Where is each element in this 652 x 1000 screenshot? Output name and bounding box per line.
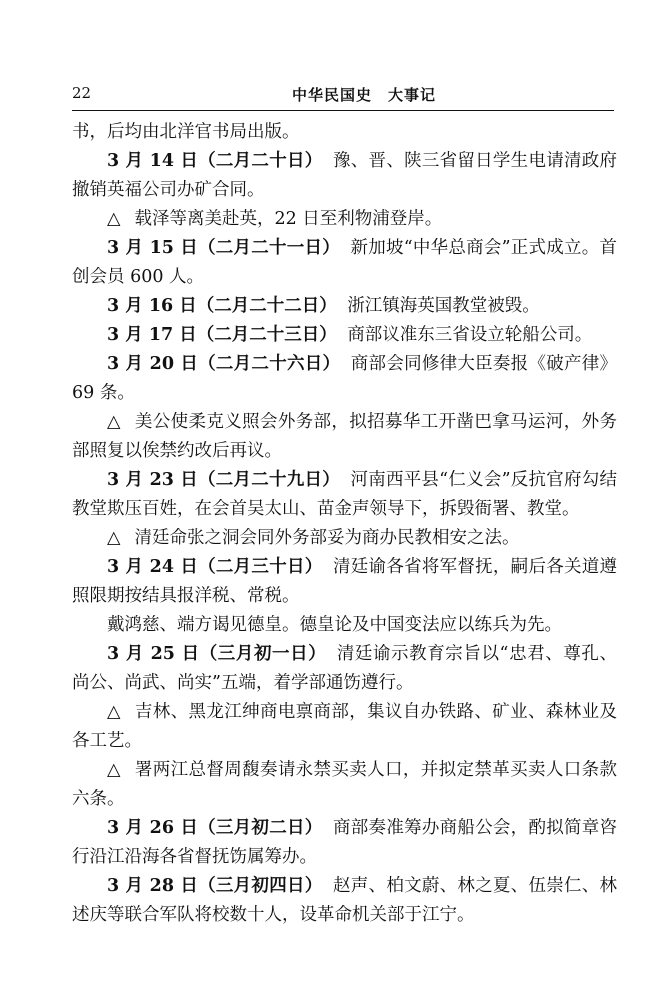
- entry-text: 商部会同修律大臣奏报《破产律》69 条。: [72, 354, 618, 403]
- entry-text: 商部奏准筹办商船公会，酌拟简章咨行沿江沿海各省督抚饬属筹办。: [72, 818, 618, 867]
- entry-text: 赵声、柏文蔚、林之夏、伍崇仁、林述庆等联合军队将校数十人，设革命机关部于江宁。: [72, 876, 618, 925]
- triangle-entry: [72, 408, 617, 466]
- triangle-entry: [72, 205, 617, 234]
- entry-text: 署两江总督周馥奏请永禁买卖人口，并拟定禁革买卖人口条款六条。: [72, 760, 618, 809]
- entry-date: 3 月 14 日（二月二十日）: [107, 151, 323, 171]
- triangle-marker: △: [107, 209, 121, 229]
- entry-text: 清廷命张之洞会同外务部妥为商办民教相安之法。: [134, 528, 520, 548]
- dated-entry: [72, 234, 617, 292]
- header-rule: [72, 110, 614, 111]
- entry-text: 商部议准东三省设立轮船公司。: [347, 325, 593, 345]
- running-title: 中华民国史 大事记: [291, 86, 436, 104]
- entry-date: 3 月 25 日（三月初一日）: [107, 644, 327, 664]
- dated-entry: [72, 640, 617, 698]
- triangle-marker: △: [107, 702, 121, 722]
- entry-text: 书，后均由北洋官书局出版。: [72, 122, 300, 142]
- entry-continuation: [72, 118, 617, 147]
- entry-date: 3 月 20 日（二月二十六日）: [107, 354, 341, 374]
- page-header: [72, 84, 614, 108]
- entry-date: 3 月 24 日（二月三十日）: [107, 557, 323, 577]
- entry-text: 清廷谕各省将军督抚，嗣后各关道遵照限期按结具报洋税、常税。: [72, 557, 618, 606]
- entry-text: 清廷谕示教育宗旨以“忠君、尊孔、尚公、尚武、尚实”五端，着学部通饬遵行。: [72, 644, 617, 693]
- entry-text: 美公使柔克义照会外务部，拟招募华工开凿巴拿马运河，外务部照复以俟禁约改后再议。: [72, 412, 618, 461]
- dated-entry: [72, 466, 617, 524]
- triangle-entry: [72, 698, 617, 756]
- dated-entry: [72, 350, 617, 408]
- entry-text: 河南西平县“仁义会”反抗官府勾结教堂欺压百姓，在会首吴太山、苗金声领导下，拆毁衙署、教堂。: [72, 470, 617, 519]
- entry-text: 载泽等离美赴英，22 日至利物浦登岸。: [134, 209, 443, 229]
- dated-entry: [72, 321, 617, 350]
- chronology-body: [72, 118, 617, 930]
- triangle-entry: [72, 756, 617, 814]
- entry-date: 3 月 28 日（三月初四日）: [107, 876, 323, 896]
- triangle-marker: △: [107, 412, 121, 432]
- entry-date: 3 月 15 日（二月二十一日）: [107, 238, 340, 258]
- entry-text: 豫、晋、陕三省留日学生电请清政府撤销英福公司办矿合同。: [72, 151, 618, 200]
- dated-entry: [72, 872, 617, 930]
- plain-entry: [72, 611, 617, 640]
- entry-date: 3 月 17 日（二月二十三日）: [107, 325, 337, 345]
- triangle-entry: [72, 524, 617, 553]
- page-number: 22: [72, 84, 92, 102]
- dated-entry: [72, 292, 617, 321]
- triangle-marker: △: [107, 528, 121, 548]
- entry-text: 新加坡“中华总商会”正式成立。首创会员 600 人。: [72, 238, 617, 287]
- entry-date: 3 月 16 日（二月二十二日）: [107, 296, 337, 316]
- entry-text: 吉林、黑龙江绅商电禀商部，集议自办铁路、矿业、森林业及各工艺。: [72, 702, 618, 751]
- entry-date: 3 月 26 日（三月初二日）: [107, 818, 323, 838]
- triangle-marker: △: [107, 760, 121, 780]
- entry-date: 3 月 23 日（二月二十九日）: [107, 470, 340, 490]
- entry-text: 浙江镇海英国教堂被毁。: [347, 296, 540, 316]
- entry-text: 戴鸿慈、端方谒见德皇。德皇论及中国变法应以练兵为先。: [107, 615, 562, 635]
- dated-entry: [72, 553, 617, 611]
- dated-entry: [72, 147, 617, 205]
- dated-entry: [72, 814, 617, 872]
